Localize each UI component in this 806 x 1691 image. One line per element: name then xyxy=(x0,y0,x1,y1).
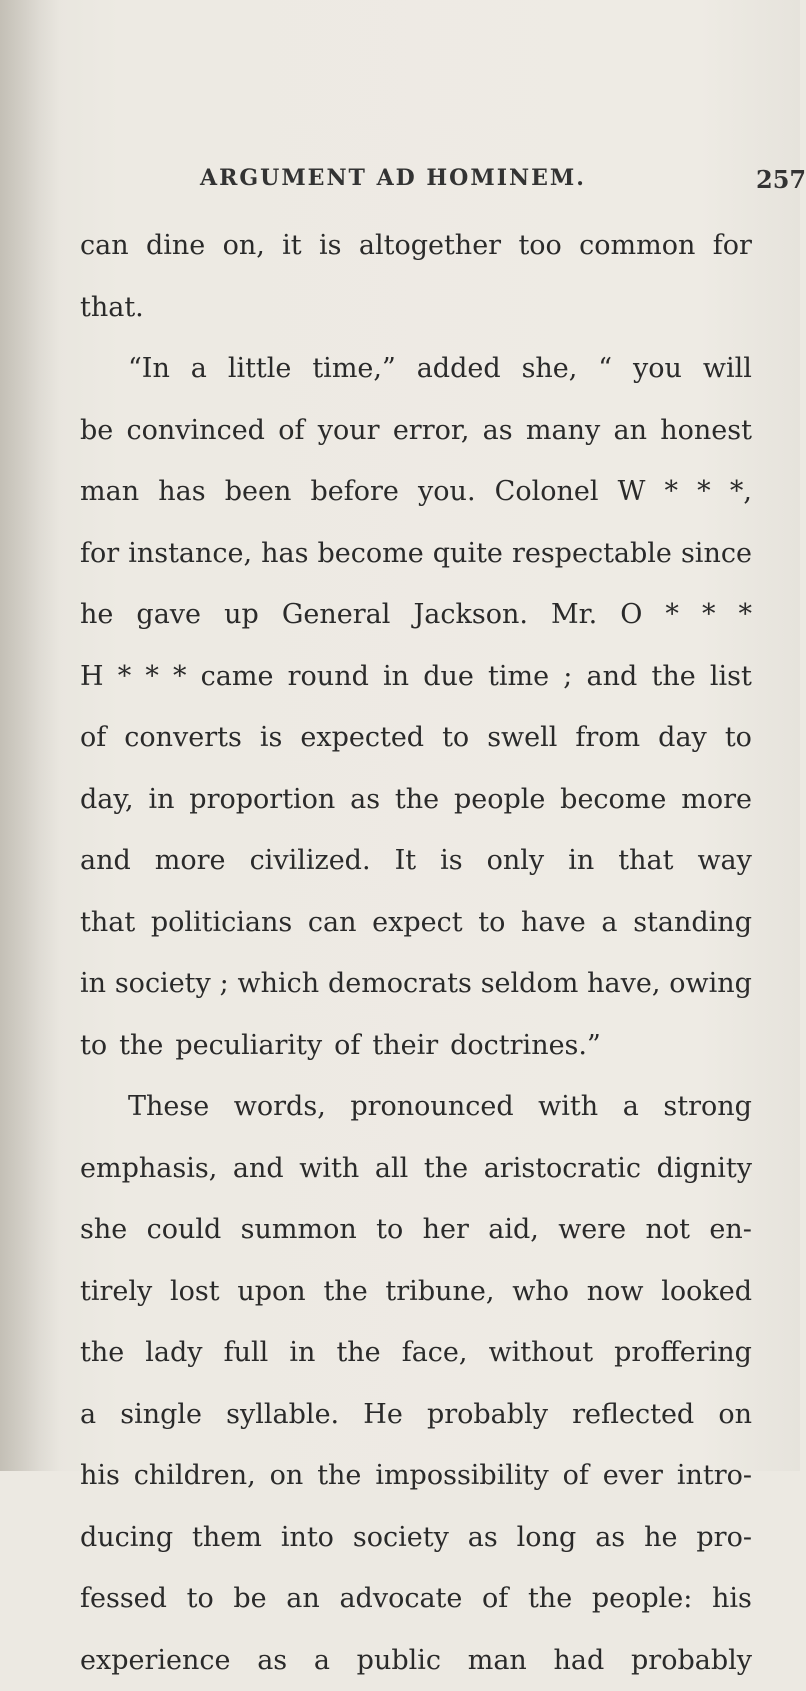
page-number: 257 xyxy=(756,165,806,194)
text-line: his children, on the impossibility of ever intro- xyxy=(80,1445,752,1507)
text-line: that. xyxy=(80,277,752,339)
text-line: ducing them into society as long as he pro- xyxy=(80,1507,752,1569)
text-line: These words, pronounced with a strong xyxy=(80,1076,752,1138)
text-line: H * * * came round in due time ; and the list xyxy=(80,646,752,708)
text-line: and more civilized. It is only in that way xyxy=(80,830,752,892)
text-line: of converts is expected to swell from day to xyxy=(80,707,752,769)
page-gutter-shadow xyxy=(0,0,60,1471)
text-line: she could summon to her aid, were not en- xyxy=(80,1199,752,1261)
text-line: fessed to be an advocate of the people: his xyxy=(80,1568,752,1630)
body-text xyxy=(80,215,752,1691)
text-line: man has been before you. Colonel W * * *, xyxy=(80,461,752,523)
running-title: ARGUMENT AD HOMINEM. xyxy=(200,165,630,191)
text-line: experience as a public man had probably xyxy=(80,1630,752,1691)
text-line: “In a little time,” added she, “ you will xyxy=(80,338,752,400)
text-line: tirely lost upon the tribune, who now looked xyxy=(80,1261,752,1323)
text-line: the lady full in the face, without proffering xyxy=(80,1322,752,1384)
text-line: that politicians can expect to have a standing xyxy=(80,892,752,954)
text-line: in society ; which democrats seldom have, owing xyxy=(80,953,752,1015)
text-line: be convinced of your error, as many an honest xyxy=(80,400,752,462)
text-line: he gave up General Jackson. Mr. O * * * xyxy=(80,584,752,646)
text-line: for instance, has become quite respectable since xyxy=(80,523,752,585)
text-line: a single syllable. He probably reflected on xyxy=(80,1384,752,1446)
text-line: emphasis, and with all the aristocratic dignity xyxy=(80,1138,752,1200)
text-line: to the peculiarity of their doctrines.” xyxy=(80,1015,752,1077)
text-line: can dine on, it is altogether too common for xyxy=(80,215,752,277)
text-line: day, in proportion as the people become more xyxy=(80,769,752,831)
